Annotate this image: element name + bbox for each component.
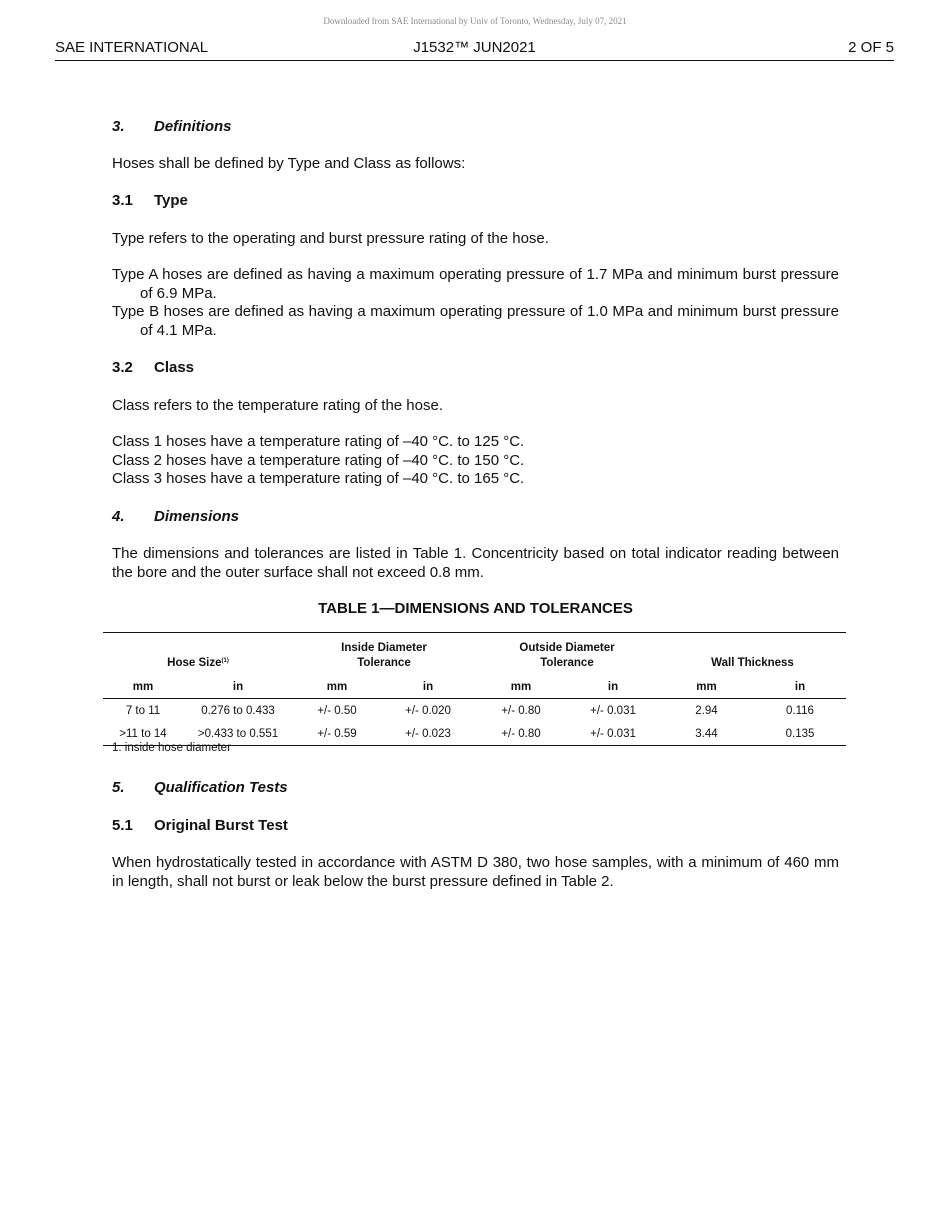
unit-header: mm	[659, 676, 754, 699]
hose-size-header: Hose Size$^{(1)}$	[103, 633, 293, 677]
unit-header: mm	[475, 676, 567, 699]
table-cell: +/- 0.50	[317, 704, 357, 717]
table-footnote: 1. inside hose diameter	[112, 742, 231, 754]
type-b-definition: Type B hoses are defined as having a maximum operating pressure of 1.0 MPa and minimum burst pressure of 4.1 MPa.	[112, 303, 839, 339]
unit-header: in	[183, 676, 293, 699]
document-body-continued	[112, 779, 839, 891]
table-cell: 0.276 to 0.433	[201, 704, 275, 717]
page-header	[55, 38, 894, 61]
section-3-2-heading: 3.2 Class	[112, 359, 195, 376]
table-cell: +/- 0.031	[590, 704, 636, 717]
download-watermark: Downloaded from SAE International by Univ of Toronto, Wednesday, July 07, 2021	[323, 16, 627, 26]
document-body	[112, 118, 839, 619]
table-cell: >11 to 14	[103, 722, 183, 746]
section-3-intro: Hoses shall be defined by Type and Class as follows:	[112, 154, 466, 172]
wall-thickness-header: Wall Thickness	[659, 633, 846, 677]
section-4-text: The dimensions and tolerances are listed in Table 1. Concentricity based on total indicator reading between the bore and the outer surface shall not exceed 0.8 mm.	[112, 545, 839, 581]
table-row	[103, 699, 846, 723]
table-cell: +/- 0.023	[381, 722, 475, 746]
outside-diameter-header: Outside Diameter Tolerance	[475, 633, 659, 677]
table-cell: 3.44	[659, 722, 754, 746]
table-1-caption: TABLE 1—DIMENSIONS AND TOLERANCES	[318, 600, 633, 617]
class-2-definition: Class 2 hoses have a temperature rating of –40 °C. to 150 °C.	[112, 451, 525, 469]
header-page-number: 2 OF 5	[848, 39, 894, 56]
table-cell: +/- 0.031	[567, 722, 659, 746]
unit-header: in	[567, 676, 659, 699]
section-3-1-heading: 3.1 Type	[112, 192, 188, 209]
table-cell: +/- 0.80	[475, 722, 567, 746]
class-1-definition: Class 1 hoses have a temperature rating of –40 °C. to 125 °C.	[112, 433, 525, 450]
header-doc-id: J1532™ JUN2021	[413, 39, 536, 56]
table-cell: +/- 0.59	[293, 722, 381, 746]
unit-header: in	[381, 676, 475, 699]
table-cell: +/- 0.80	[501, 704, 541, 717]
table-cell: 0.135	[754, 722, 846, 746]
section-3-heading: 3. Definitions	[112, 118, 232, 135]
type-a-definition: Type A hoses are defined as having a maximum operating pressure of 1.7 MPa and minimum burst pressure of 6.9 MPa.	[112, 266, 839, 302]
header-publisher: SAE INTERNATIONAL	[55, 39, 209, 56]
table-cell: 0.116	[786, 704, 814, 717]
table-cell: 7 to 11	[125, 704, 161, 717]
table-cell: >0.433 to 0.551	[183, 722, 293, 746]
section-5-heading: 5. Qualification Tests	[112, 779, 288, 796]
section-3-2-intro: Class refers to the temperature rating of the hose.	[112, 396, 444, 414]
section-3-1-intro: Type refers to the operating and burst pressure rating of the hose.	[112, 229, 549, 247]
section-5-1-heading: 5.1 Original Burst Test	[112, 816, 288, 834]
unit-header: mm	[293, 676, 381, 699]
section-4-heading: 4. Dimensions	[112, 507, 240, 525]
table-cell: 2.94	[695, 704, 718, 717]
class-3-definition: Class 3 hoses have a temperature rating of –40 °C. to 165 °C.	[112, 470, 525, 487]
table-cell: +/- 0.020	[405, 704, 451, 717]
section-5-1-text: When hydrostatically tested in accordance with ASTM D 380, two hose samples, with a minimum of 460 mm in length, shall not burst or leak below the burst pressure defined in Table 2.	[112, 854, 839, 890]
dimensions-table	[103, 632, 846, 746]
unit-header: in	[754, 676, 846, 699]
inside-diameter-header: Inside Diameter Tolerance	[293, 633, 475, 677]
unit-header: mm	[103, 676, 183, 699]
